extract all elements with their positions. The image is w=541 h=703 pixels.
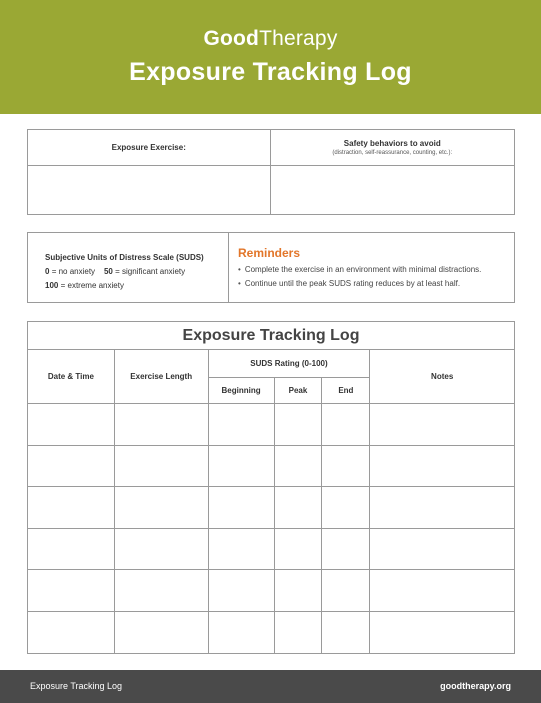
cell[interactable] bbox=[28, 611, 115, 653]
table-row bbox=[28, 611, 515, 653]
log-title: Exposure Tracking Log bbox=[28, 322, 515, 350]
cell[interactable] bbox=[114, 570, 208, 612]
cell[interactable] bbox=[370, 487, 515, 529]
table-row bbox=[28, 445, 515, 487]
suds-line-2: 100 = extreme anxiety bbox=[45, 281, 124, 290]
cell[interactable] bbox=[274, 445, 322, 487]
cell[interactable] bbox=[208, 570, 274, 612]
cell[interactable] bbox=[28, 570, 115, 612]
cell[interactable] bbox=[28, 445, 115, 487]
brand-logo bbox=[0, 27, 541, 51]
table-row bbox=[28, 404, 515, 446]
page-header bbox=[0, 0, 541, 114]
cell[interactable] bbox=[114, 487, 208, 529]
brand-bold: Good bbox=[203, 27, 260, 50]
col-beginning: Beginning bbox=[208, 378, 274, 404]
cell[interactable] bbox=[208, 611, 274, 653]
cell[interactable] bbox=[114, 611, 208, 653]
cell[interactable] bbox=[370, 445, 515, 487]
cell[interactable] bbox=[28, 487, 115, 529]
safety-label: Safety behaviors to avoid (distraction, self-reassurance, counting, etc.): bbox=[270, 130, 515, 166]
suds-title: Subjective Units of Distress Scale (SUDS) bbox=[45, 253, 204, 262]
cell[interactable] bbox=[28, 528, 115, 570]
table-row bbox=[28, 487, 515, 529]
cell[interactable] bbox=[370, 570, 515, 612]
page-footer bbox=[0, 670, 541, 703]
footer-website-link[interactable]: goodtherapy.org bbox=[440, 681, 511, 691]
col-end: End bbox=[322, 378, 370, 404]
reminders bbox=[229, 233, 514, 302]
cell[interactable] bbox=[370, 611, 515, 653]
cell[interactable] bbox=[322, 611, 370, 653]
cell[interactable] bbox=[274, 611, 322, 653]
safety-input-cell[interactable] bbox=[270, 166, 515, 215]
info-box bbox=[27, 232, 515, 303]
cell[interactable] bbox=[322, 487, 370, 529]
cell[interactable] bbox=[322, 528, 370, 570]
footer-title: Exposure Tracking Log bbox=[30, 681, 123, 691]
cell[interactable] bbox=[322, 445, 370, 487]
cell[interactable] bbox=[114, 404, 208, 446]
cell[interactable] bbox=[370, 404, 515, 446]
cell[interactable] bbox=[114, 445, 208, 487]
tracking-log-table bbox=[27, 321, 515, 654]
cell[interactable] bbox=[370, 528, 515, 570]
safety-sublabel: (distraction, self-reassurance, counting, etc.): bbox=[332, 150, 453, 156]
cell[interactable] bbox=[28, 404, 115, 446]
cell[interactable] bbox=[274, 528, 322, 570]
exercise-label: Exposure Exercise: bbox=[28, 130, 271, 166]
cell[interactable] bbox=[274, 487, 322, 529]
exercise-input-cell[interactable] bbox=[28, 166, 271, 215]
col-notes: Notes bbox=[370, 350, 515, 404]
reminders-title: Reminders bbox=[238, 246, 301, 260]
cell[interactable] bbox=[114, 528, 208, 570]
cell[interactable] bbox=[208, 404, 274, 446]
exercise-table bbox=[27, 129, 515, 215]
cell[interactable] bbox=[274, 570, 322, 612]
col-peak: Peak bbox=[274, 378, 322, 404]
cell[interactable] bbox=[322, 404, 370, 446]
col-exercise-length: Exercise Length bbox=[114, 350, 208, 404]
table-row bbox=[28, 570, 515, 612]
brand-light: Therapy bbox=[259, 27, 338, 50]
cell[interactable] bbox=[322, 570, 370, 612]
suds-scale bbox=[28, 233, 229, 302]
cell[interactable] bbox=[274, 404, 322, 446]
cell[interactable] bbox=[208, 528, 274, 570]
cell[interactable] bbox=[208, 487, 274, 529]
reminder-item: • Continue until the peak SUDS rating reduces by at least half. bbox=[238, 277, 514, 291]
reminders-list bbox=[238, 263, 514, 291]
col-suds-rating: SUDS Rating (0-100) bbox=[208, 350, 370, 378]
suds-line-1: 0 = no anxiety 50 = significant anxiety bbox=[45, 267, 186, 276]
page-title: Exposure Tracking Log bbox=[129, 58, 412, 86]
table-row bbox=[28, 528, 515, 570]
reminder-item: • Complete the exercise in an environment with minimal distractions. bbox=[238, 263, 514, 277]
cell[interactable] bbox=[208, 445, 274, 487]
col-date-time: Date & Time bbox=[28, 350, 115, 404]
